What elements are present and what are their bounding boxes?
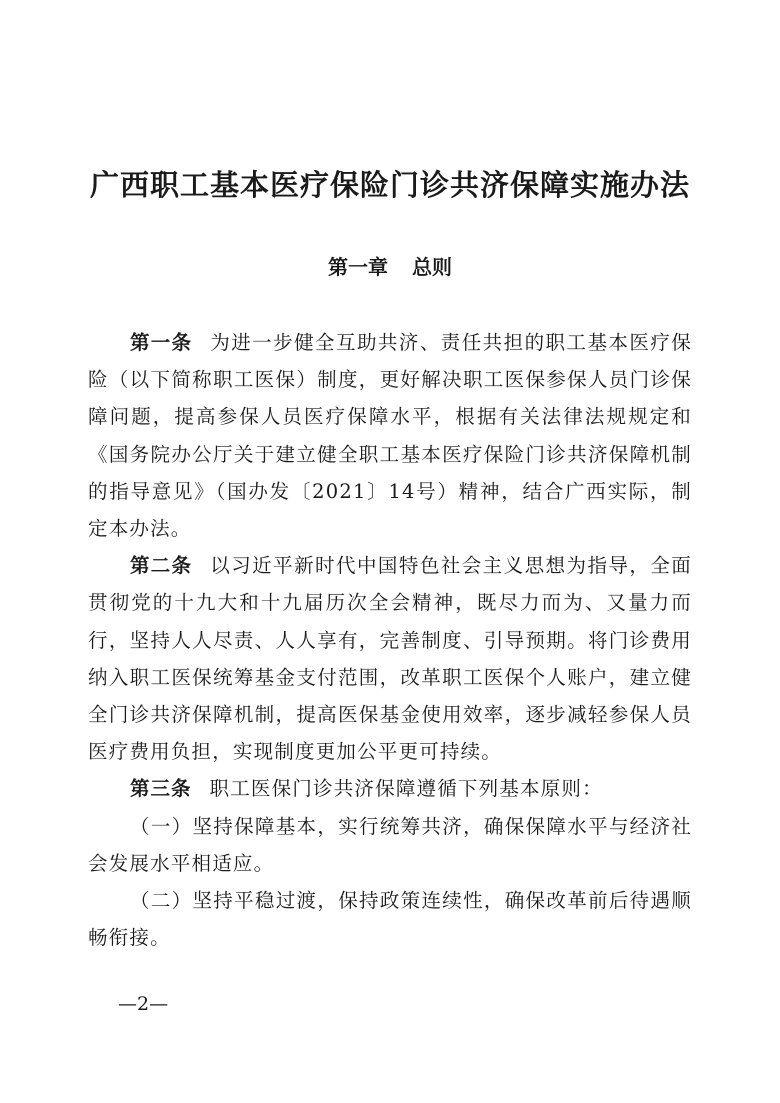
principle-1: [88, 808, 692, 882]
article-text: 为进一步健全互助共济、责任共担的职工基本医疗保险（以下简称职工医保）制度，更好解决职工医保参保人员门诊保障问题，提高参保人员医疗保障水平，根据有关法律法规规定和《国务院办公厅关于建立健全职工基本医疗保险门诊共济保障机制的指导意见》（国办发〔2021〕14号）精神，结合广西实际，制定本办法。: [88, 331, 692, 541]
article-label: 第二条: [130, 554, 193, 578]
article-label: 第一条: [130, 331, 193, 354]
chapter-number: 第一章: [328, 255, 388, 279]
chapter-heading: [0, 252, 780, 282]
principle-text: （一）坚持保障基本，实行统筹共济，确保保障水平与经济社会发展水平相适应。: [88, 814, 692, 875]
article-2: [88, 547, 692, 770]
article-text: 以习近平新时代中国特色社会主义思想为指导，全面贯彻党的十九大和十九届历次全会精神，既尽力而为、又量力而行，坚持人人尽责、人人享有，完善制度、引导预期。将门诊费用纳入职工医保统筹基金支付范围，改革职工医保个人账户，建立健全门诊共济保障机制，提高医保基金使用效率，逐步减轻参保人员医疗费用负担，实现制度更加公平更可持续。: [88, 554, 692, 764]
article-label: 第三条: [130, 777, 192, 801]
article-1: [88, 324, 692, 547]
article-text: 职工医保门诊共济保障遵循下列基本原则：: [209, 777, 603, 801]
document-title: 广西职工基本医疗保险门诊共济保障实施办法: [89, 168, 690, 202]
document-body: [88, 324, 692, 956]
principle-2: [88, 882, 692, 956]
chapter-name: 总则: [412, 255, 452, 279]
principle-text: （二）坚持平稳过渡，保持政策连续性，确保改革前后待遇顺畅衔接。: [88, 889, 692, 950]
article-3: [88, 770, 692, 807]
page-number: —2—: [118, 993, 169, 1015]
